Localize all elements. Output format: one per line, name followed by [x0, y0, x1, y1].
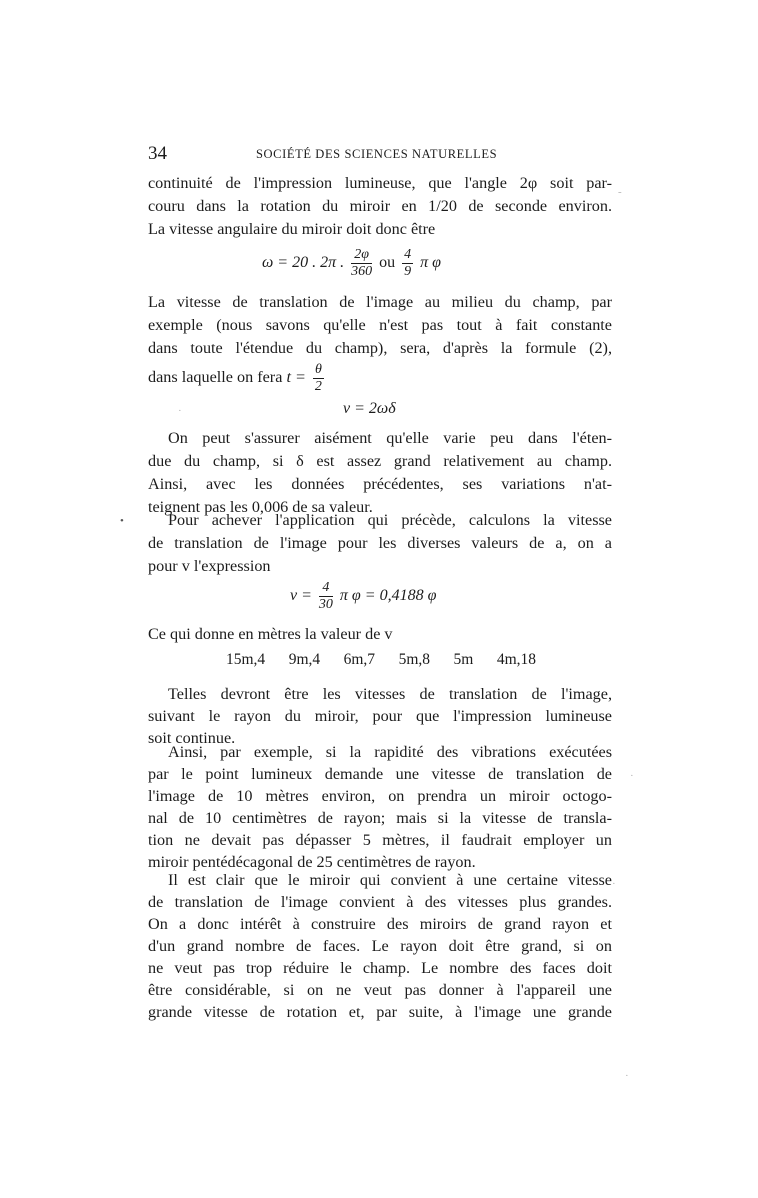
formula-tail: π φ: [420, 254, 441, 272]
formula-omega: [262, 247, 441, 280]
text-line: de translation de l'image convient à des vitesses plus grandes.: [148, 893, 612, 911]
formula-lhs: v =: [290, 587, 312, 605]
text-line: d'un grand nombre de faces. Le rayon doit être grand, si on: [148, 937, 612, 955]
page-header: [148, 143, 612, 167]
text-line: teignent pas les 0,006 de sa valeur.: [148, 498, 373, 516]
formula-v1: v = 2ωδ: [343, 400, 396, 417]
text-line: par le point lumineux demande une vitesse de translation de: [148, 765, 612, 783]
scan-speck: ·: [625, 1070, 629, 1082]
scan-speck: -: [618, 186, 622, 198]
text-line: couru dans la rotation du miroir en 1/20 de seconde environ.: [148, 197, 612, 215]
formula-lhs: ω = 20 . 2π .: [262, 254, 345, 272]
text-line: ne veut pas trop réduire le champ. Le nombre des faces doit: [148, 959, 612, 977]
formula-rhs: π φ = 0,4188 φ: [339, 587, 437, 605]
fraction-denominator: 2: [314, 379, 322, 394]
value-item: 9m,4: [288, 651, 321, 668]
value-item: 6m,7: [343, 651, 376, 668]
text-line: miroir pentédécagonal de 25 centimètres de rayon.: [148, 853, 476, 871]
value-item: 5m: [453, 651, 474, 668]
fraction-numerator: 4: [404, 247, 412, 262]
scan-speck: ·: [612, 878, 616, 890]
scan-speck: ·: [630, 770, 634, 782]
fraction-numerator: 2φ: [351, 247, 372, 264]
text-line: Il est clair que le miroir qui convient à une certaine vitesse: [168, 871, 612, 889]
text-line: grande vitesse de rotation et, par suite, à l'image une grande: [148, 1003, 612, 1021]
fraction: [313, 362, 324, 395]
formula-prefix: dans laquelle on fera: [148, 368, 283, 387]
fraction: [402, 247, 413, 280]
text-line: dans toute l'étendue du champ), sera, d'après la formule (2),: [148, 339, 612, 357]
text-line: Ainsi, avec les données précédentes, ses variations n'at-: [148, 475, 612, 493]
scan-speck: •: [120, 515, 124, 527]
formula-var: t =: [286, 368, 306, 387]
text-line: être considérable, si on ne veut pas donner à l'appareil une: [148, 981, 612, 999]
text-line: On a donc intérêt à construire des miroirs de grand rayon et: [148, 915, 612, 933]
fraction-denominator: 360: [351, 264, 373, 279]
running-head: SOCIÉTÉ DES SCIENCES NATURELLES: [256, 147, 498, 161]
value-item: 5m,8: [398, 651, 430, 668]
text-line: pour v l'expression: [148, 557, 271, 575]
text-line: Pour achever l'application qui précède, calculons la vitesse: [168, 511, 612, 529]
value-item: 4m,18: [496, 651, 536, 668]
text-line: Telles devront être les vitesses de translation de l'image,: [168, 685, 612, 703]
fraction: [319, 580, 333, 613]
formula-connector: ou: [379, 254, 396, 272]
text-line: suivant le rayon du miroir, pour que l'impression lumineuse: [148, 707, 612, 725]
text-line: l'image de 10 mètres environ, on prendra un miroir octogo-: [148, 787, 612, 805]
text-line: Ainsi, par exemple, si la rapidité des vibrations exécutées: [168, 743, 612, 761]
scan-speck: ·: [178, 405, 182, 417]
text-line: continuité de l'impression lumineuse, que l'angle 2φ soit par-: [148, 174, 612, 192]
text-line: exemple (nous savons qu'elle n'est pas tout à fait constante: [148, 316, 612, 334]
text-line: tion ne devait pas dépasser 5 mètres, il faudrait employer un: [148, 831, 612, 849]
text-line: soit continue.: [148, 729, 236, 747]
text-line: On peut s'assurer aisément qu'elle varie peu dans l'éten-: [168, 429, 612, 447]
fraction-numerator: θ: [314, 362, 322, 377]
text-line: La vitesse angulaire du miroir doit donc être: [148, 220, 436, 238]
fraction-numerator: 4: [319, 580, 333, 597]
text-line: La vitesse de translation de l'image au milieu du champ, par: [148, 293, 612, 311]
text-line: due du champ, si δ est assez grand relativement au champ.: [148, 452, 612, 470]
formula-v2: [290, 580, 436, 613]
fraction-denominator: 9: [404, 264, 412, 279]
fraction: [351, 247, 372, 280]
page-number: 34: [148, 143, 167, 164]
values-row: [226, 651, 536, 669]
text-line: de translation de l'image pour les diverses valeurs de a, on a: [148, 534, 612, 552]
fraction-denominator: 30: [318, 597, 333, 612]
formula-t: [148, 362, 327, 395]
values-intro: Ce qui donne en mètres la valeur de v: [148, 625, 393, 643]
value-item: 15m,4: [226, 651, 266, 668]
text-line: nal de 10 centimètres de rayon; mais si la vitesse de transla-: [148, 809, 612, 827]
